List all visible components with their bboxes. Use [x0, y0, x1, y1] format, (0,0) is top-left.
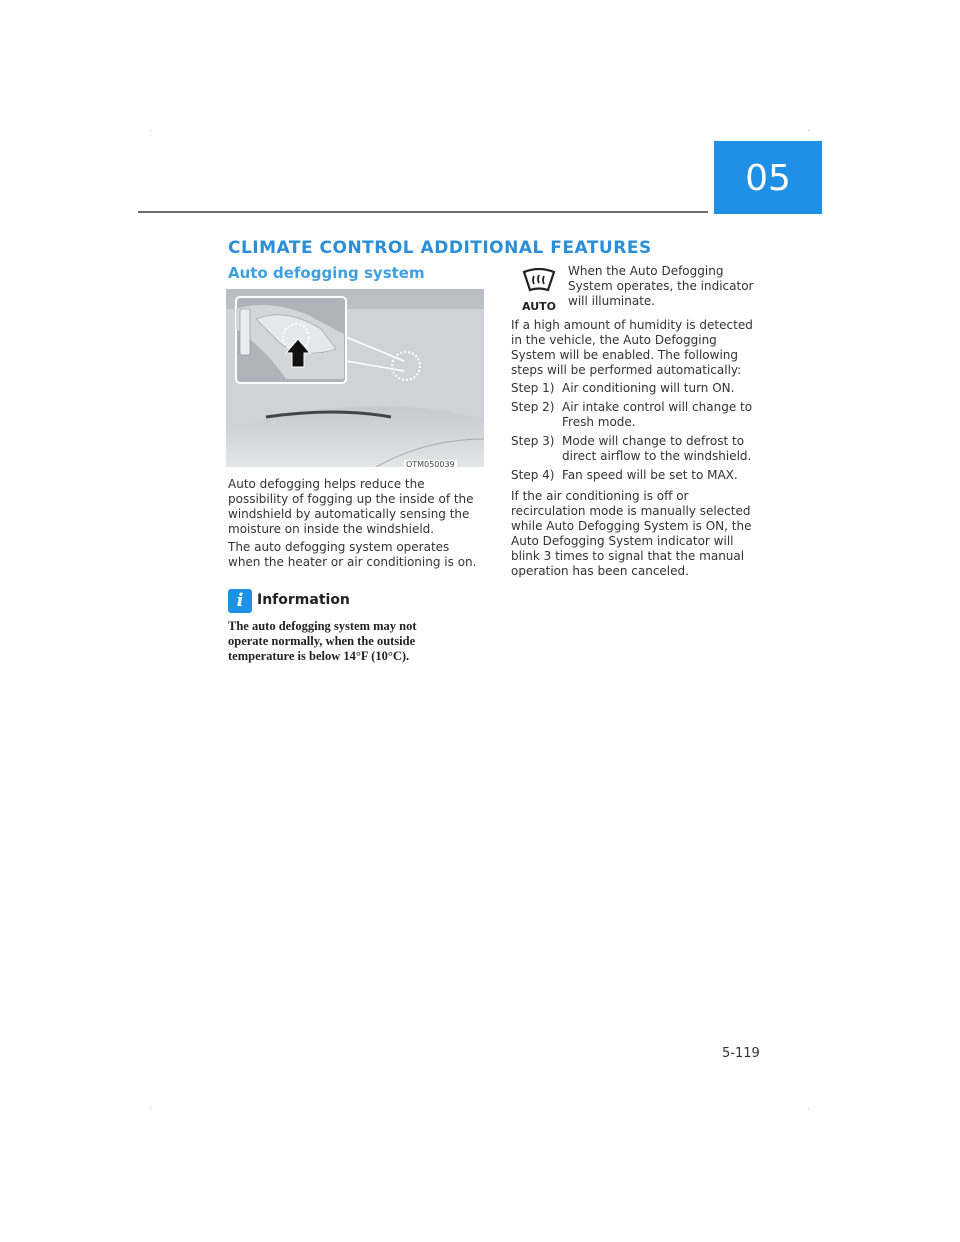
text-line: possibility of fogging up the inside of the [228, 492, 474, 506]
text-line: steps will be performed automatically: [511, 363, 742, 377]
steps-list [511, 381, 773, 483]
auto-defog-icon [520, 268, 558, 313]
defrost-icon [520, 268, 558, 294]
information-icon: i [228, 589, 252, 613]
subsection-title: Auto defogging system [228, 264, 425, 282]
page-number: 5-119 [722, 1046, 760, 1061]
indicator-paragraph [568, 264, 768, 309]
text-line: recirculation mode is manually selected [511, 504, 751, 518]
step-text [562, 400, 752, 430]
text-line: Auto Defogging System indicator will [511, 534, 734, 548]
crop-mark [150, 1108, 151, 1109]
text-line: will illuminate. [568, 294, 656, 308]
section-title: CLIMATE CONTROL ADDITIONAL FEATURES [228, 238, 652, 258]
information-title: Information [257, 592, 350, 608]
text-line: temperature is below 14°F (10°C). [228, 649, 410, 663]
windshield-illustration [226, 289, 484, 467]
text-line: The auto defogging system operates [228, 540, 450, 554]
figure-code: OTM050039 [406, 460, 455, 469]
step-item [511, 468, 773, 483]
step-item [511, 434, 773, 464]
information-body [228, 619, 468, 664]
header-rule [138, 211, 708, 213]
text-line: System will be enabled. The following [511, 348, 739, 362]
text-line: operate normally, when the outside [228, 634, 416, 648]
crop-mark [808, 1108, 809, 1109]
step-label: Step 3) [511, 434, 555, 448]
step-text [562, 468, 738, 483]
text-line: windshield by automatically sensing the [228, 507, 470, 521]
text-line: If the air conditioning is off or [511, 489, 689, 503]
step-label: Step 2) [511, 400, 555, 414]
text-line: System operates, the indicator [568, 279, 754, 293]
crop-mark [808, 130, 809, 131]
text-line: moisture on inside the windshield. [228, 522, 435, 536]
text-line: The auto defogging system may not [228, 619, 417, 633]
text-line: Auto defogging helps reduce the [228, 477, 425, 491]
humidity-paragraph [511, 318, 773, 378]
operation-paragraph [228, 540, 490, 570]
text-line: direct airflow to the windshield. [562, 449, 752, 463]
closing-paragraph [511, 489, 773, 579]
intro-paragraph [228, 477, 490, 537]
chapter-number: 05 [745, 158, 791, 199]
text-line: while Auto Defogging System is ON, the [511, 519, 752, 533]
step-label: Step 1) [511, 381, 555, 395]
step-text [562, 381, 734, 396]
text-line: Mode will change to defrost to [562, 434, 745, 448]
crop-mark [150, 130, 151, 131]
text-line: Fresh mode. [562, 415, 636, 429]
text-line: If a high amount of humidity is detected [511, 318, 753, 332]
step-label: Step 4) [511, 468, 555, 482]
text-line: operation has been canceled. [511, 564, 689, 578]
text-line: When the Auto Defogging [568, 264, 724, 278]
step-text [562, 434, 751, 464]
text-line: blink 3 times to signal that the manual [511, 549, 745, 563]
auto-label: AUTO [522, 300, 556, 313]
step-item [511, 400, 773, 430]
mirror-sensor-figure [226, 289, 484, 467]
text-line: Fan speed will be set to MAX. [562, 468, 738, 482]
text-line: when the heater or air conditioning is on. [228, 555, 477, 569]
text-line: Air conditioning will turn ON. [562, 381, 735, 395]
text-line: in the vehicle, the Auto Defogging [511, 333, 717, 347]
text-line: Air intake control will change to [562, 400, 753, 414]
step-item [511, 381, 773, 396]
